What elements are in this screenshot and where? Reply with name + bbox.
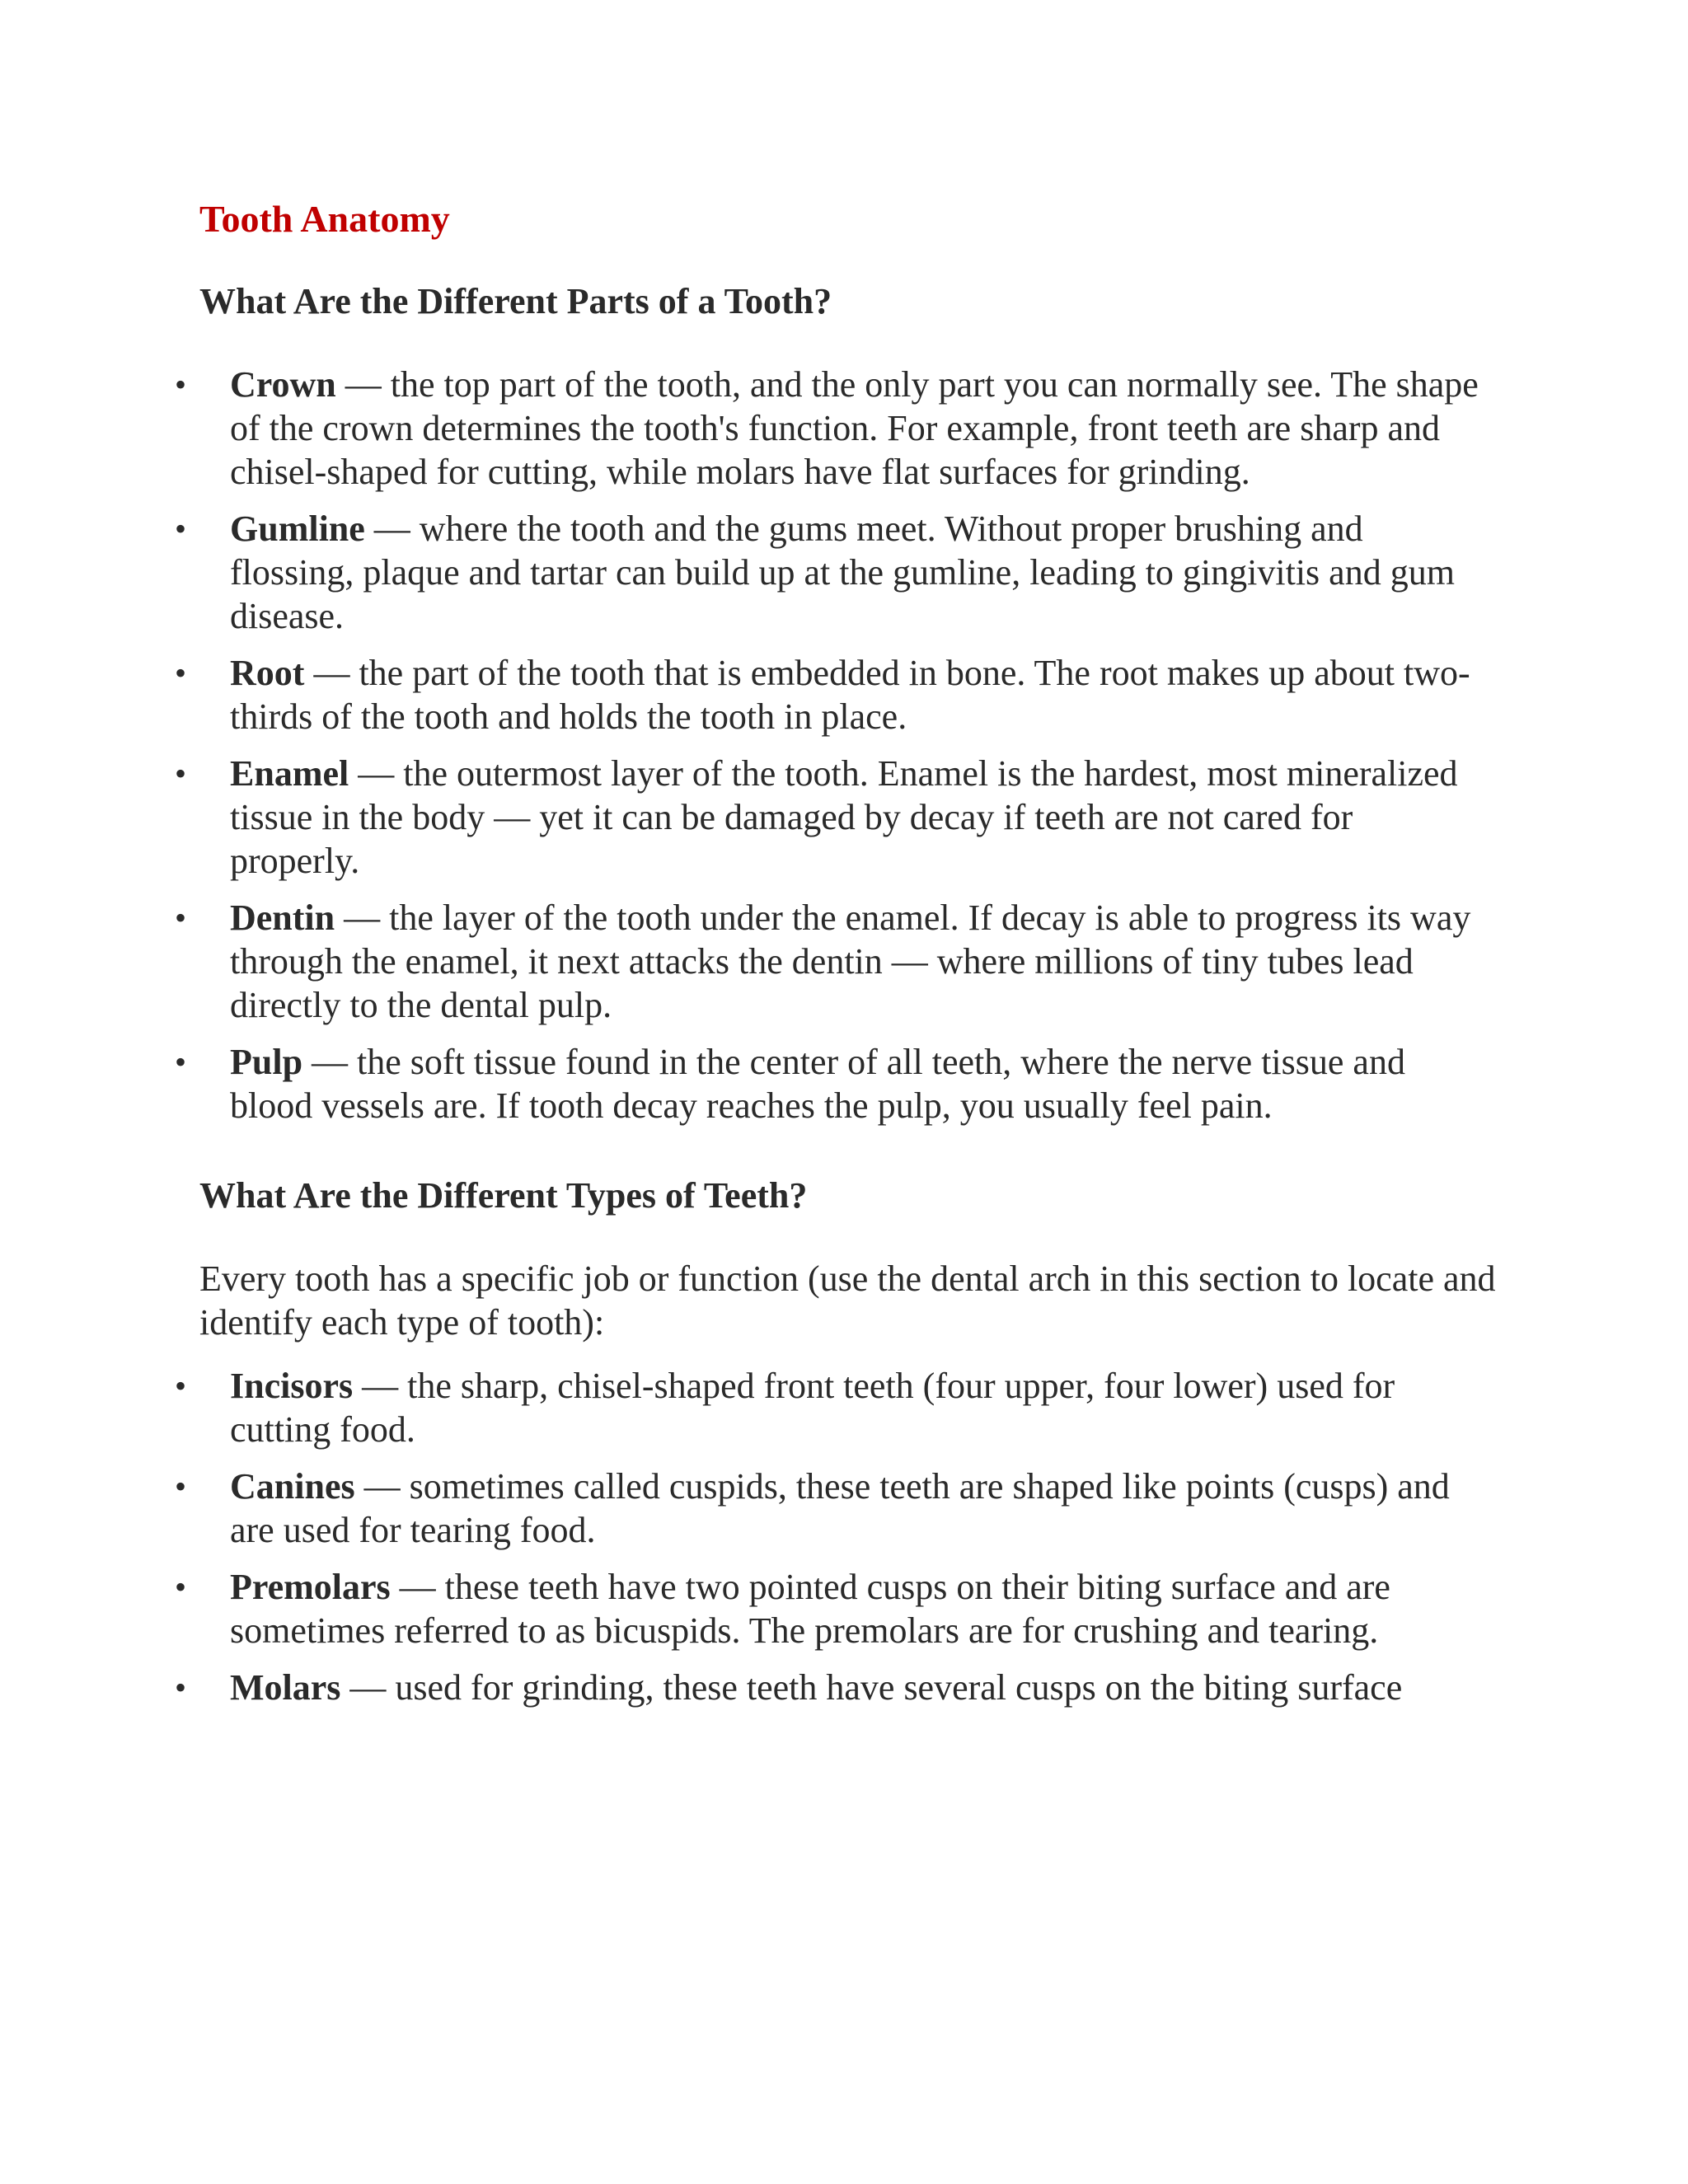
bullet-icon: • <box>175 1043 187 1080</box>
list-item <box>0 752 1491 883</box>
term: Pulp <box>230 1042 303 1082</box>
description: — the part of the tooth that is embedded in bone. The root makes up about two-thirds of the tooth and holds the tooth in place. <box>230 653 1470 737</box>
bullet-icon: • <box>175 1669 187 1706</box>
tooth-parts-list <box>0 363 1517 1141</box>
term: Dentin <box>230 898 335 938</box>
term: Crown <box>230 364 336 405</box>
section-heading-parts: What Are the Different Parts of a Tooth? <box>199 281 832 321</box>
description: — the layer of the tooth under the enamel. If decay is able to progress its way through the enamel, it next attacks the dentin — where millions of tiny tubes lead directly to the dental pulp. <box>230 898 1471 1025</box>
list-item <box>0 1465 1491 1552</box>
tooth-types-list <box>0 1364 1517 1722</box>
bullet-icon: • <box>175 1367 187 1404</box>
section-heading-types: What Are the Different Types of Teeth? <box>199 1175 808 1216</box>
list-item <box>0 363 1491 494</box>
page-title: Tooth Anatomy <box>199 198 450 240</box>
bullet-icon: • <box>175 366 187 403</box>
description: — the sharp, chisel-shaped front teeth (four upper, four lower) used for cutting food. <box>230 1366 1395 1450</box>
bullet-icon: • <box>175 654 187 691</box>
bullet-icon: • <box>175 1568 187 1605</box>
bullet-icon: • <box>175 899 187 936</box>
description: — where the tooth and the gums meet. Without proper brushing and flossing, plaque and tartar can build up at the gumline, leading to gingivitis and gum disease. <box>230 509 1455 636</box>
term: Root <box>230 653 305 693</box>
description: — the top part of the tooth, and the only part you can normally see. The shape of the crown determines the tooth's function. For example, front teeth are sharp and chisel-shaped for cutting, while molars have flat surfaces for grinding. <box>230 364 1479 492</box>
list-item <box>0 1565 1491 1652</box>
list-item <box>0 651 1491 738</box>
section-intro: Every tooth has a specific job or function (use the dental arch in this section to locate and identify each type of tooth): <box>199 1258 1496 1343</box>
term: Premolars <box>230 1567 391 1607</box>
list-item <box>0 1364 1491 1451</box>
list-item <box>0 1040 1491 1127</box>
list-item <box>0 1666 1491 1709</box>
list-item <box>0 896 1491 1027</box>
bullet-icon: • <box>175 510 187 547</box>
term: Gumline <box>230 509 365 549</box>
term: Molars <box>230 1667 341 1708</box>
bullet-icon: • <box>175 1468 187 1505</box>
term: Enamel <box>230 753 349 794</box>
description: — the outermost layer of the tooth. Enamel is the hardest, most mineralized tissue in the body — yet it can be damaged by decay if teeth are not cared for properly. <box>230 753 1458 881</box>
bullet-icon: • <box>175 755 187 792</box>
term: Incisors <box>230 1366 354 1406</box>
description: — used for grinding, these teeth have several cusps on the biting surface <box>340 1667 1403 1708</box>
term: Canines <box>230 1466 355 1507</box>
description: — sometimes called cuspids, these teeth are shaped like points (cusps) and are used for tearing food. <box>230 1466 1450 1550</box>
description: — the soft tissue found in the center of all teeth, where the nerve tissue and blood vessels are. If tooth decay reaches the pulp, you usually feel pain. <box>230 1042 1405 1126</box>
description: — these teeth have two pointed cusps on their biting surface and are sometimes referred to as bicuspids. The premolars are for crushing and tearing. <box>230 1567 1390 1651</box>
list-item <box>0 507 1491 638</box>
